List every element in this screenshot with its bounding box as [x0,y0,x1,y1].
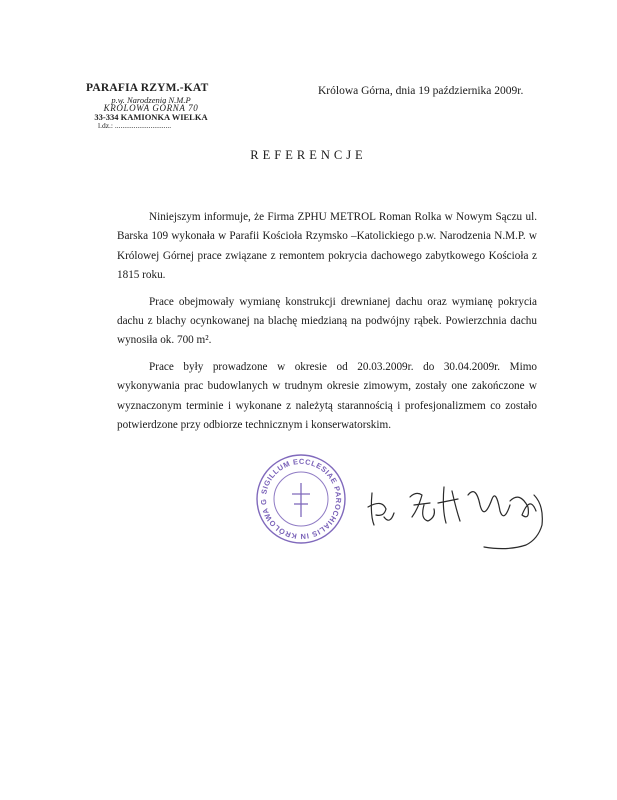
stamp-ref-number: l.dz.: .............................. [98,120,172,130]
body-paragraph: Prace były prowadzone w okresie od 20.03.2009r. do 30.04.2009r. Mimo wykonywania prac budowlanych w trudnym okresie zimowym, zostały one zakończone w wyznaczonym terminie i wykonane z należytą starannością i profesjonalizmem co zostało potwierdzone przy odbiorze technicznym i konserwatorskim. [117,360,537,432]
stamp-parish-name: PARAFIA RZYM.-KAT [86,82,209,94]
body-paragraph: Prace obejmowały wymianę konstrukcji drewnianej dachu oraz wymianę pokrycia dachu z blachy ocynkowanej na blachę miedzianą na podwójny rąbek. Powierzchnia dachu wynosiła ok. 700 m². [117,295,537,347]
signature-graphic [360,465,560,560]
cross-icon [292,483,310,517]
document-title: REFERENCJE [250,148,367,162]
stamp-address: KRÓLOWA GÓRNA 70 [103,103,199,113]
stamp-dedication: p.w. Narodzenia N.M.P [111,94,191,105]
body-paragraph: Niniejszym informuje, że Firma ZPHU METROL Roman Rolka w Nowym Sączu ul. Barska 109 wykonała w Parafii Kościoła Rzymsko –Katolickiego p.w. Narodzenia N.M.P. w Królowej Górnej prace związane z remontem pokrycia dachowego zabytkowego Kościoła z 1815 roku. [117,211,537,282]
place-and-date: Królowa Górna, dnia 19 października 2009r. [318,85,524,97]
seal-text: SIGILLUM ECCLESIAE PAROCHIALIS IN KRÓLOWA G [258,456,344,542]
signature [360,465,560,560]
church-seal [255,453,347,545]
church-seal-graphic [255,453,347,545]
stamp-postal: 33-334 KAMIONKA WIELKA [94,112,208,122]
parish-stamp [86,83,216,129]
letter-body [117,208,537,442]
